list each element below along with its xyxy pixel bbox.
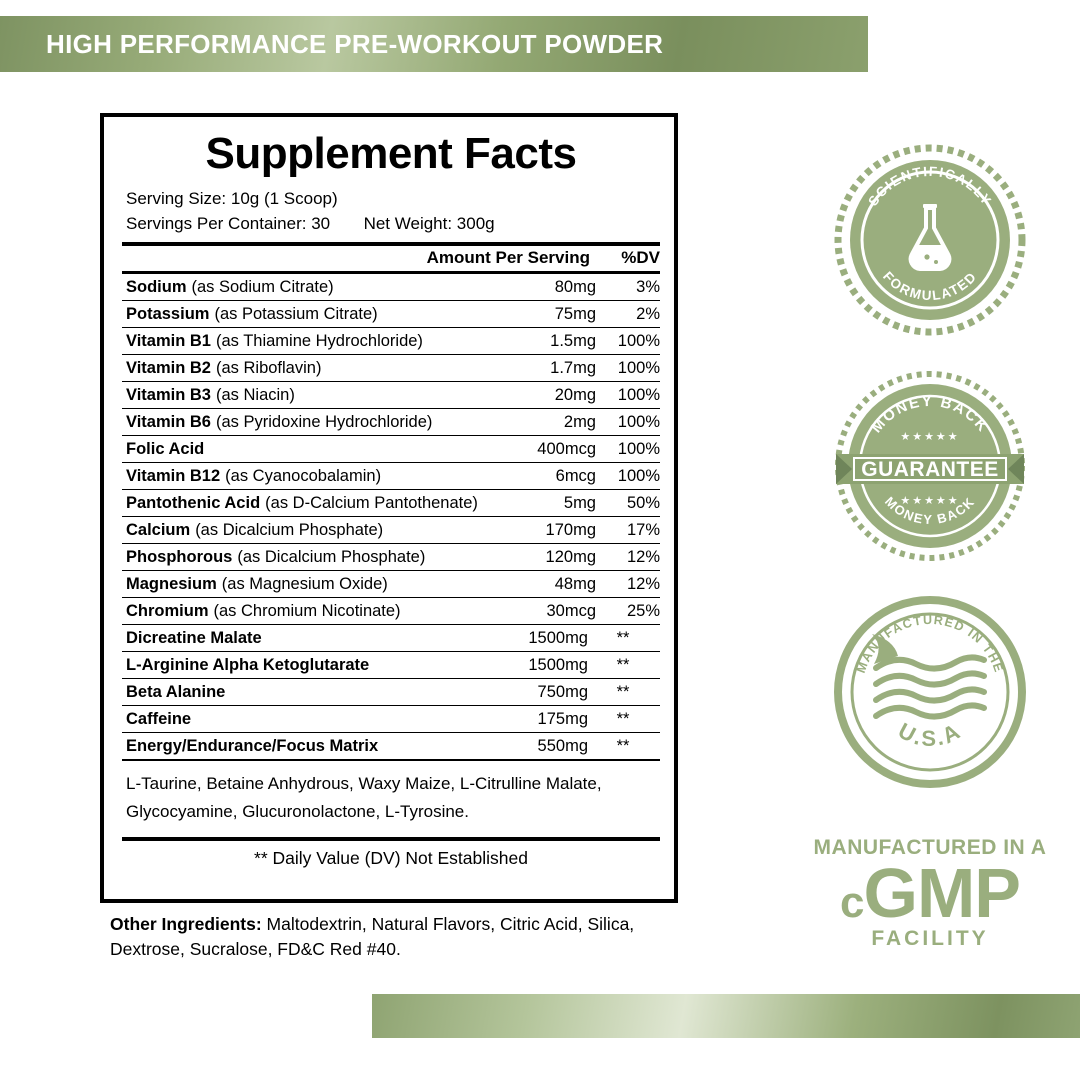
nutrient-name: Potassium <box>126 304 210 323</box>
table-row <box>122 678 660 705</box>
badge-money-back-guarantee <box>830 366 1030 566</box>
money-back-guarantee-seal-icon <box>830 366 1030 566</box>
nutrient-source: (as Sodium Citrate) <box>191 277 334 296</box>
header-banner <box>0 16 868 72</box>
badge-scientifically-formulated <box>830 140 1030 340</box>
manufactured-in-usa-seal-icon <box>830 592 1030 792</box>
nutrient-rows <box>122 273 660 759</box>
nutrient-name: Vitamin B6 <box>126 412 211 431</box>
nutrient-name: Caffeine <box>126 709 192 728</box>
svg-text:★★★★★: ★★★★★ <box>900 495 960 507</box>
net-weight-label: Net Weight: 300g <box>363 213 495 233</box>
table-column-headers <box>122 246 660 271</box>
svg-text:MONEY BACK: MONEY BACK <box>867 392 993 437</box>
daily-value-footnote: ** Daily Value (DV) Not Established <box>254 847 528 868</box>
nutrient-name: Beta Alanine <box>126 682 226 701</box>
nutrient-percent-dv: 100% <box>617 439 660 458</box>
nutrient-source: (as Thiamine Hydrochloride) <box>215 331 423 350</box>
nutrient-source: (as Cyanocobalamin) <box>225 466 382 485</box>
svg-text:U.S.A: U.S.A <box>894 717 966 751</box>
table-row <box>122 273 660 300</box>
nutrient-percent-dv: 50% <box>626 493 660 512</box>
nutrient-percent-dv: 2% <box>636 304 660 323</box>
nutrient-name: Vitamin B1 <box>126 331 211 350</box>
other-ingredients-text: Maltodextrin, Natural Flavors, Citric Acid, Silica, Dextrose, Sucralose, FD&C Red #40. <box>110 914 635 960</box>
nutrient-source: (as Potassium Citrate) <box>214 304 378 323</box>
table-row <box>122 516 660 543</box>
other-ingredients-label: Other Ingredients: <box>110 914 262 934</box>
nutrient-source: (as Niacin) <box>215 385 295 404</box>
table-row <box>122 543 660 570</box>
nutrient-name: Sodium <box>126 277 187 296</box>
table-row <box>122 354 660 381</box>
svg-text:FORMULATED: FORMULATED <box>880 268 980 304</box>
nutrient-percent-dv: ** <box>616 736 630 755</box>
cgmp-c: c <box>840 878 864 927</box>
nutrient-percent-dv: 100% <box>617 331 660 350</box>
cgmp-line-2 <box>790 854 1070 932</box>
svg-text:MANUFACTURED IN THE: MANUFACTURED IN THE <box>853 612 1007 675</box>
nutrient-amount: 1500mg <box>528 655 588 674</box>
flag-icon <box>876 657 984 716</box>
nutrient-source: (as D-Calcium Pantothenate) <box>265 493 478 512</box>
nutrient-amount: 750mg <box>537 682 588 701</box>
nutrient-amount: 175mg <box>537 709 588 728</box>
table-row <box>122 381 660 408</box>
nutrient-amount: 1.7mg <box>550 358 596 377</box>
nutrient-name: Vitamin B3 <box>126 385 211 404</box>
table-row <box>122 408 660 435</box>
blend-line-2: Glycocyamine, Glucuronolactone, L-Tyrosine. <box>126 801 469 821</box>
nutrient-percent-dv: 100% <box>617 385 660 404</box>
nutrient-name: Chromium <box>126 601 209 620</box>
nutrient-name: Dicreatine Malate <box>126 628 262 647</box>
nutrient-name: Energy/Endurance/Focus Matrix <box>126 736 379 755</box>
table-row <box>122 489 660 516</box>
supplement-facts-title: Supplement Facts <box>205 129 577 178</box>
cgmp-line-1: MANUFACTURED IN A <box>813 836 1047 859</box>
nutrient-amount: 2mg <box>563 412 596 431</box>
nutrient-name: Magnesium <box>126 574 217 593</box>
nutrient-amount: 48mg <box>554 574 596 593</box>
table-row <box>122 435 660 462</box>
nutrient-percent-dv: ** <box>616 709 630 728</box>
nutrient-name: Pantothenic Acid <box>126 493 261 512</box>
nutrient-amount: 170mg <box>545 520 596 539</box>
table-row <box>122 651 660 678</box>
nutrient-percent-dv: 12% <box>626 547 660 566</box>
table-row <box>122 732 660 759</box>
nutrient-source: (as Dicalcium Phosphate) <box>237 547 426 566</box>
nutrient-amount: 120mg <box>545 547 596 566</box>
badge-manufactured-in-usa <box>830 592 1030 792</box>
blend-ingredients <box>122 761 660 830</box>
svg-text:MONEY BACK: MONEY BACK <box>882 493 978 528</box>
other-ingredients <box>110 912 670 963</box>
table-row <box>122 327 660 354</box>
nutrient-amount: 1500mg <box>528 628 588 647</box>
nutrient-source: (as Pyridoxine Hydrochloride) <box>215 412 433 431</box>
page-title: HIGH PERFORMANCE PRE-WORKOUT POWDER <box>46 28 664 59</box>
nutrient-name: Vitamin B12 <box>126 466 221 485</box>
scientifically-formulated-seal-icon <box>830 140 1030 340</box>
nutrient-amount: 6mcg <box>555 466 596 485</box>
bottom-banner <box>372 994 1080 1038</box>
serving-size-line: Serving Size: 10g (1 Scoop) <box>126 189 338 209</box>
nutrient-percent-dv: 100% <box>617 412 660 431</box>
nutrient-percent-dv: 12% <box>626 574 660 593</box>
nutrient-percent-dv: 25% <box>626 601 660 620</box>
servings-per-container-line <box>122 212 660 237</box>
nutrient-percent-dv: ** <box>616 682 630 701</box>
nutrient-percent-dv: ** <box>616 655 630 674</box>
svg-text:SCIENTIFICALLY: SCIENTIFICALLY <box>865 163 995 209</box>
cgmp-facility-mark <box>790 836 1070 951</box>
table-row <box>122 462 660 489</box>
supplement-facts-panel <box>100 113 678 903</box>
nutrient-amount: 75mg <box>554 304 596 323</box>
blend-line-1: L-Taurine, Betaine Anhydrous, Waxy Maize, L-Citrulline Malate, <box>126 774 602 794</box>
table-row <box>122 300 660 327</box>
nutrient-percent-dv: 100% <box>617 358 660 377</box>
nutrient-percent-dv: 17% <box>626 520 660 539</box>
nutrient-name: Phosphorous <box>126 547 233 566</box>
nutrient-amount: 20mg <box>554 385 596 404</box>
nutrient-source: (as Riboflavin) <box>215 358 322 377</box>
nutrient-percent-dv: ** <box>616 628 630 647</box>
nutrient-source: (as Magnesium Oxide) <box>221 574 388 593</box>
nutrient-amount: 5mg <box>563 493 596 512</box>
amount-per-serving-header: Amount Per Serving <box>426 248 590 268</box>
table-row <box>122 570 660 597</box>
nutrient-source: (as Chromium Nicotinate) <box>213 601 401 620</box>
cgmp-line-3: FACILITY <box>871 926 989 950</box>
table-row <box>122 597 660 624</box>
nutrient-name: Vitamin B2 <box>126 358 211 377</box>
nutrient-percent-dv: 100% <box>617 466 660 485</box>
svg-text:★★★★★: ★★★★★ <box>900 431 960 443</box>
nutrient-name: Calcium <box>126 520 191 539</box>
table-row <box>122 705 660 732</box>
nutrient-name: L-Arginine Alpha Ketoglutarate <box>126 655 370 674</box>
svg-text:GUARANTEE: GUARANTEE <box>861 458 999 481</box>
nutrient-percent-dv: 3% <box>636 277 660 296</box>
cgmp-gmp: GMP <box>863 854 1020 932</box>
nutrient-amount: 80mg <box>554 277 596 296</box>
percent-dv-header: %DV <box>621 248 660 268</box>
nutrient-name: Folic Acid <box>126 439 205 458</box>
badge-column <box>790 140 1070 818</box>
table-row <box>122 624 660 651</box>
servings-per-container-label: Servings Per Container: 30 <box>126 213 331 233</box>
nutrient-amount: 400mcg <box>537 439 596 458</box>
nutrient-source: (as Dicalcium Phosphate) <box>195 520 384 539</box>
nutrient-amount: 550mg <box>537 736 588 755</box>
nutrient-amount: 1.5mg <box>550 331 596 350</box>
nutrient-amount: 30mcg <box>546 601 596 620</box>
